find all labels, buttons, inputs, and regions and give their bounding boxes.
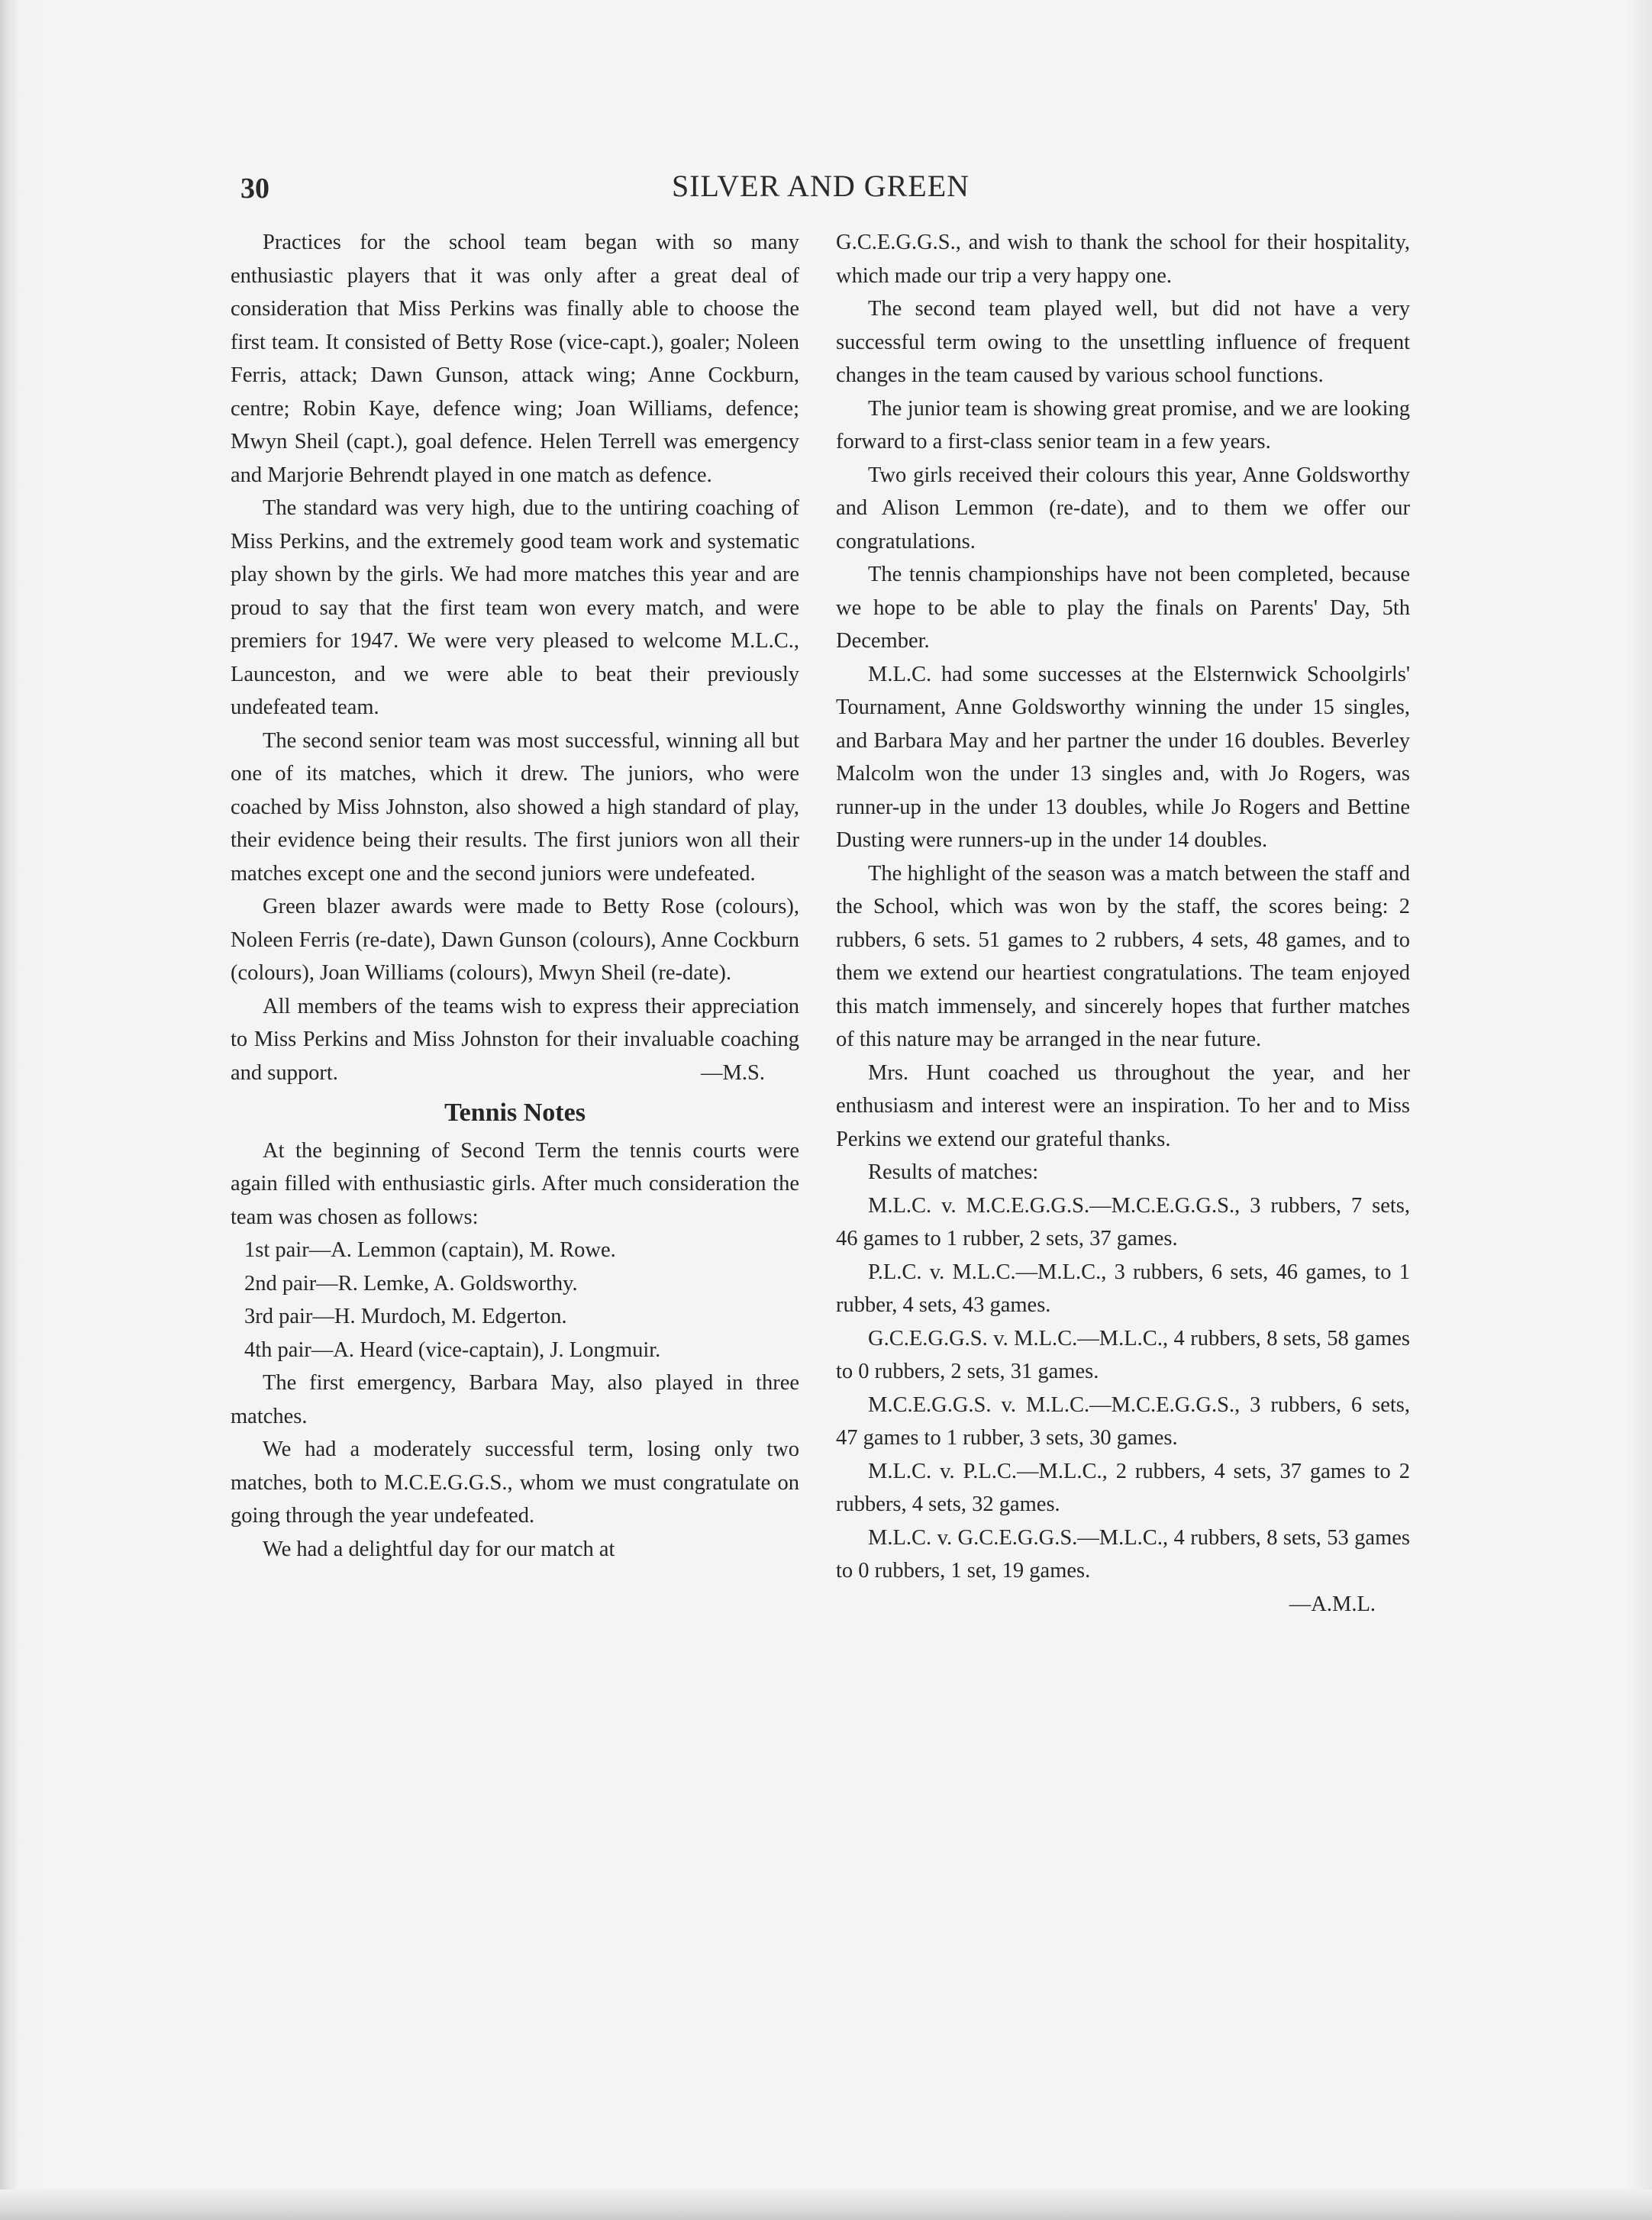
paragraph: The standard was very high, due to the untiring coaching of Miss Perkins, and the extremely good team work and systematic play shown by the girls. We had more matches this year and are proud to say that the first team won every match, and were premiers for 1947. We were very pleased to welcome M.L.C., Launceston, and we were able to beat their previously undefeated team. [231,496,799,719]
paragraph: Practices for the school team began with so many enthusiastic players that it was only after a great deal of consideration that Miss Perkins was finally able to choose the first team. It consisted of Betty Rose (vice-capt.), goaler; Noleen Ferris, attack; Dawn Gunson, attack wing; Anne Cockburn, centre; Robin Kaye, defence wing; Joan Williams, defence; Mwyn Sheil (capt.), goal defence. Helen Terrell was emergency and Marjorie Behrendt played in one match as defence. [231,231,799,487]
left-column [231,226,799,1566]
paragraph: The tennis championships have not been completed, because we hope to be able to play the finals on Parents' Day, 5th December. [836,563,1410,653]
list-item: 1st pair—A. Lemmon (captain), M. Rowe. [244,1238,616,1262]
list-item: M.L.C. v. M.C.E.G.G.S.—M.C.E.G.G.S., 3 rubbers, 7 sets, 46 games to 1 rubber, 2 sets, 37 games. [836,1193,1410,1250]
paragraph: The junior team is showing great promise, and we are looking forward to a first-class senior team in a few years. [836,396,1410,453]
paragraph: G.C.E.G.G.S., and wish to thank the school for their hospitality, which made our trip a very happy one. [836,231,1410,288]
paragraph: All members of the teams wish to express their appreciation to Miss Perkins and Miss Johnston for their invaluable coaching and support. [231,994,799,1085]
paragraph: Green blazer awards were made to Betty Rose (colours), Noleen Ferris (re-date), Dawn Gunson (colours), Anne Cockburn (colours), Joan Williams (colours), Mwyn Sheil (re-date). [231,895,799,985]
paragraph: The second team played well, but did not have a very successful term owing to the unsettling influence of frequent changes in the team caused by various school functions. [836,297,1410,387]
results-heading: Results of matches: [868,1160,1039,1184]
list-item: M.L.C. v. G.C.E.G.G.S.—M.L.C., 4 rubbers, 8 sets, 53 games to 0 rubbers, 1 set, 19 games. [836,1525,1410,1583]
list-item: 2nd pair—R. Lemke, A. Goldsworthy. [244,1271,578,1296]
paragraph: The highlight of the season was a match between the staff and the School, which was won by the staff, the scores being: 2 rubbers, 6 sets. 51 games to 2 rubbers, 4 sets, 48 games, and to them we extend our heartiest congratulations. The team enjoyed this match immensely, and sincerely hopes that further matches of this nature may be arranged in the near future. [836,861,1410,1051]
signature: —M.S. [701,1061,765,1085]
signature: —A.M.L. [1289,1592,1376,1616]
list-item: P.L.C. v. M.L.C.—M.L.C., 3 rubbers, 6 sets, 46 games, to 1 rubber, 4 sets, 43 games. [836,1260,1410,1317]
page-number: 30 [240,173,269,205]
section-heading: Tennis Notes [444,1098,586,1127]
list-item: G.C.E.G.G.S. v. M.L.C.—M.L.C., 4 rubbers, 8 sets, 58 games to 0 rubbers, 2 sets, 31 games. [836,1326,1410,1383]
paragraph: The first emergency, Barbara May, also played in three matches. [231,1371,799,1428]
paragraph: M.L.C. had some successes at the Elsternwick Schoolgirls' Tournament, Anne Goldsworthy winning the under 15 singles, and Barbara May and her partner the under 16 doubles. Beverley Malcolm won the under 13 singles and, with Jo Rogers, was runner-up in the under 13 doubles, while Jo Rogers and Bettine Dusting were runners-up in the under 14 doubles. [836,662,1410,852]
right-column [836,226,1410,1621]
paragraph: At the beginning of Second Term the tennis courts were again filled with enthusiastic girls. After much consideration the team was chosen as follows: [231,1138,799,1229]
paragraph: We had a moderately successful term, losing only two matches, both to M.C.E.G.G.S., whom we must congratulate on going through the year undefeated. [231,1438,799,1528]
paragraph: We had a delightful day for our match at [263,1537,615,1561]
list-item: 4th pair—A. Heard (vice-captain), J. Longmuir. [244,1337,661,1362]
paragraph: Mrs. Hunt coached us throughout the year, and her enthusiasm and interest were an inspiration. To her and to Miss Perkins we extend our grateful thanks. [836,1060,1410,1151]
results-list [836,1189,1410,1588]
team-pairs-list [231,1234,799,1367]
list-item: 3rd pair—H. Murdoch, M. Edgerton. [244,1305,567,1328]
list-item: M.L.C. v. P.L.C.—M.L.C., 2 rubbers, 4 sets, 37 games to 2 rubbers, 4 sets, 32 games. [836,1459,1410,1516]
page-bottom-edge [0,2189,1652,2220]
list-item: M.C.E.G.G.S. v. M.L.C.—M.C.E.G.G.S., 3 rubbers, 6 sets, 47 games to 1 rubber, 3 sets, 30 games. [836,1392,1410,1450]
paragraph: Two girls received their colours this year, Anne Goldsworthy and Alison Lemmon (re-date), and to them we offer our congratulations. [836,463,1410,553]
page-header [229,164,1412,210]
running-title: SILVER AND GREEN [671,169,970,203]
paragraph: The second senior team was most successful, winning all but one of its matches, which it drew. The juniors, who were coached by Miss Johnston, also showed a high standard of play, their evidence being their results. The first juniors won all their matches except one and the second juniors were undefeated. [231,728,799,886]
